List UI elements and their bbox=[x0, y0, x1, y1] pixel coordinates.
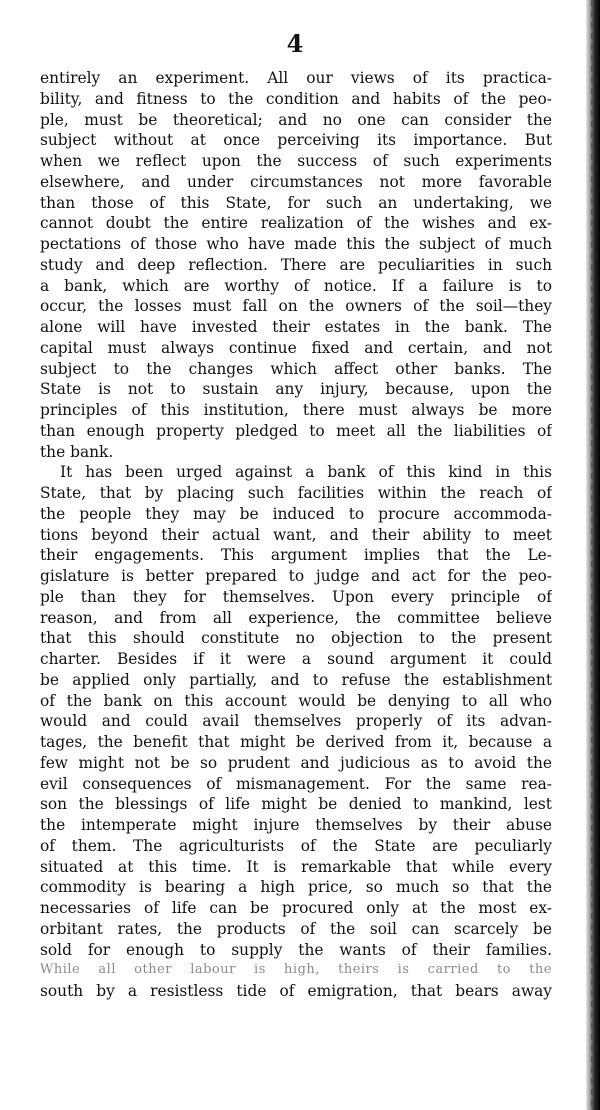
text-line: principles of this institution, there must always be more bbox=[40, 401, 552, 419]
text-line: than those of this State, for such an undertaking, we bbox=[40, 193, 552, 212]
text-line: ple than they for themselves. Upon every principle of bbox=[40, 587, 552, 606]
text-line: bility, and fitness to the condition and habits of the peo- bbox=[40, 89, 552, 108]
text-line: reason, and from all experience, the committee believe bbox=[40, 608, 552, 627]
text-line: gislature is better prepared to judge and act for the peo- bbox=[40, 567, 552, 585]
text-line: orbitant rates, the products of the soil can scarcely be bbox=[40, 919, 552, 938]
text-line: when we reflect upon the success of such experiments bbox=[40, 152, 552, 170]
text-line: study and deep reflection. There are peculiarities in such bbox=[40, 255, 552, 274]
text-line: would and could avail themselves properly of its advan- bbox=[40, 712, 552, 731]
text-line: of them. The agriculturists of the State are peculiarly bbox=[40, 836, 552, 855]
page-number: 4 bbox=[286, 29, 304, 58]
text-line: necessaries of life can be procured only at the most ex- bbox=[40, 899, 552, 917]
page-binding-edge bbox=[586, 0, 600, 1110]
text-line: few might not be so prudent and judicious as to avoid the bbox=[40, 753, 552, 772]
text-line: the people they may be induced to procure accommoda- bbox=[40, 504, 552, 523]
text-line: cannot doubt the entire realization of the wishes and ex- bbox=[40, 214, 552, 233]
text-line: ple, must be theoretical; and no one can consider the bbox=[40, 110, 552, 129]
paragraph-start-line: It has been urged against a bank of this kind in this bbox=[60, 463, 552, 482]
faded-text-line: While all other labour is high, theirs is carried to the bbox=[40, 962, 552, 978]
text-line: subject without at once perceiving its importance. But bbox=[40, 131, 552, 150]
text-line: State, that by placing such facilities within the reach of bbox=[40, 484, 552, 502]
text-line: a bank, which are worthy of notice. If a failure is to bbox=[40, 276, 552, 295]
text-line: south by a resistless tide of emigration, that bears away bbox=[40, 982, 552, 1000]
text-line: tions beyond their actual want, and their ability to meet bbox=[40, 525, 552, 544]
text-line: evil consequences of mismanagement. For the same rea- bbox=[40, 774, 552, 793]
text-line: situated at this time. It is remarkable that while every bbox=[40, 857, 552, 876]
text-line: sold for enough to supply the wants of their families. bbox=[40, 940, 552, 959]
text-line: that this should constitute no objection to the present bbox=[40, 629, 552, 648]
text-line: be applied only partially, and to refuse the establishment bbox=[40, 670, 552, 689]
text-line: elsewhere, and under circumstances not more favorable bbox=[40, 172, 552, 191]
text-line: alone will have invested their estates in the bank. The bbox=[40, 318, 552, 336]
text-line: son the blessings of life might be denied to mankind, lest bbox=[40, 795, 552, 814]
text-line: entirely an experiment. All our views of its practica- bbox=[40, 69, 552, 87]
text-line: commodity is bearing a high price, so much so that the bbox=[40, 878, 552, 897]
text-line: than enough property pledged to meet all the liabilities of bbox=[40, 421, 552, 440]
text-line: subject to the changes which affect other banks. The bbox=[40, 359, 552, 378]
text-line: charter. Besides if it were a sound argument it could bbox=[40, 650, 552, 668]
text-line: State is not to sustain any injury, because, upon the bbox=[40, 380, 552, 399]
text-line: tages, the benefit that might be derived from it, because a bbox=[40, 733, 552, 751]
text-line: the intemperate might injure themselves by their abuse bbox=[40, 816, 552, 834]
text-line: capital must always continue fixed and certain, and not bbox=[40, 338, 552, 357]
text-line: occur, the losses must fall on the owners of the soil—they bbox=[40, 297, 552, 316]
text-line: pectations of those who have made this the subject of much bbox=[40, 235, 552, 253]
paragraph-end-line: the bank. bbox=[40, 442, 114, 461]
body-text bbox=[40, 68, 552, 1002]
text-line: their engagements. This argument implies that the Le- bbox=[40, 546, 552, 565]
text-line: of the bank on this account would be denying to all who bbox=[40, 691, 552, 710]
